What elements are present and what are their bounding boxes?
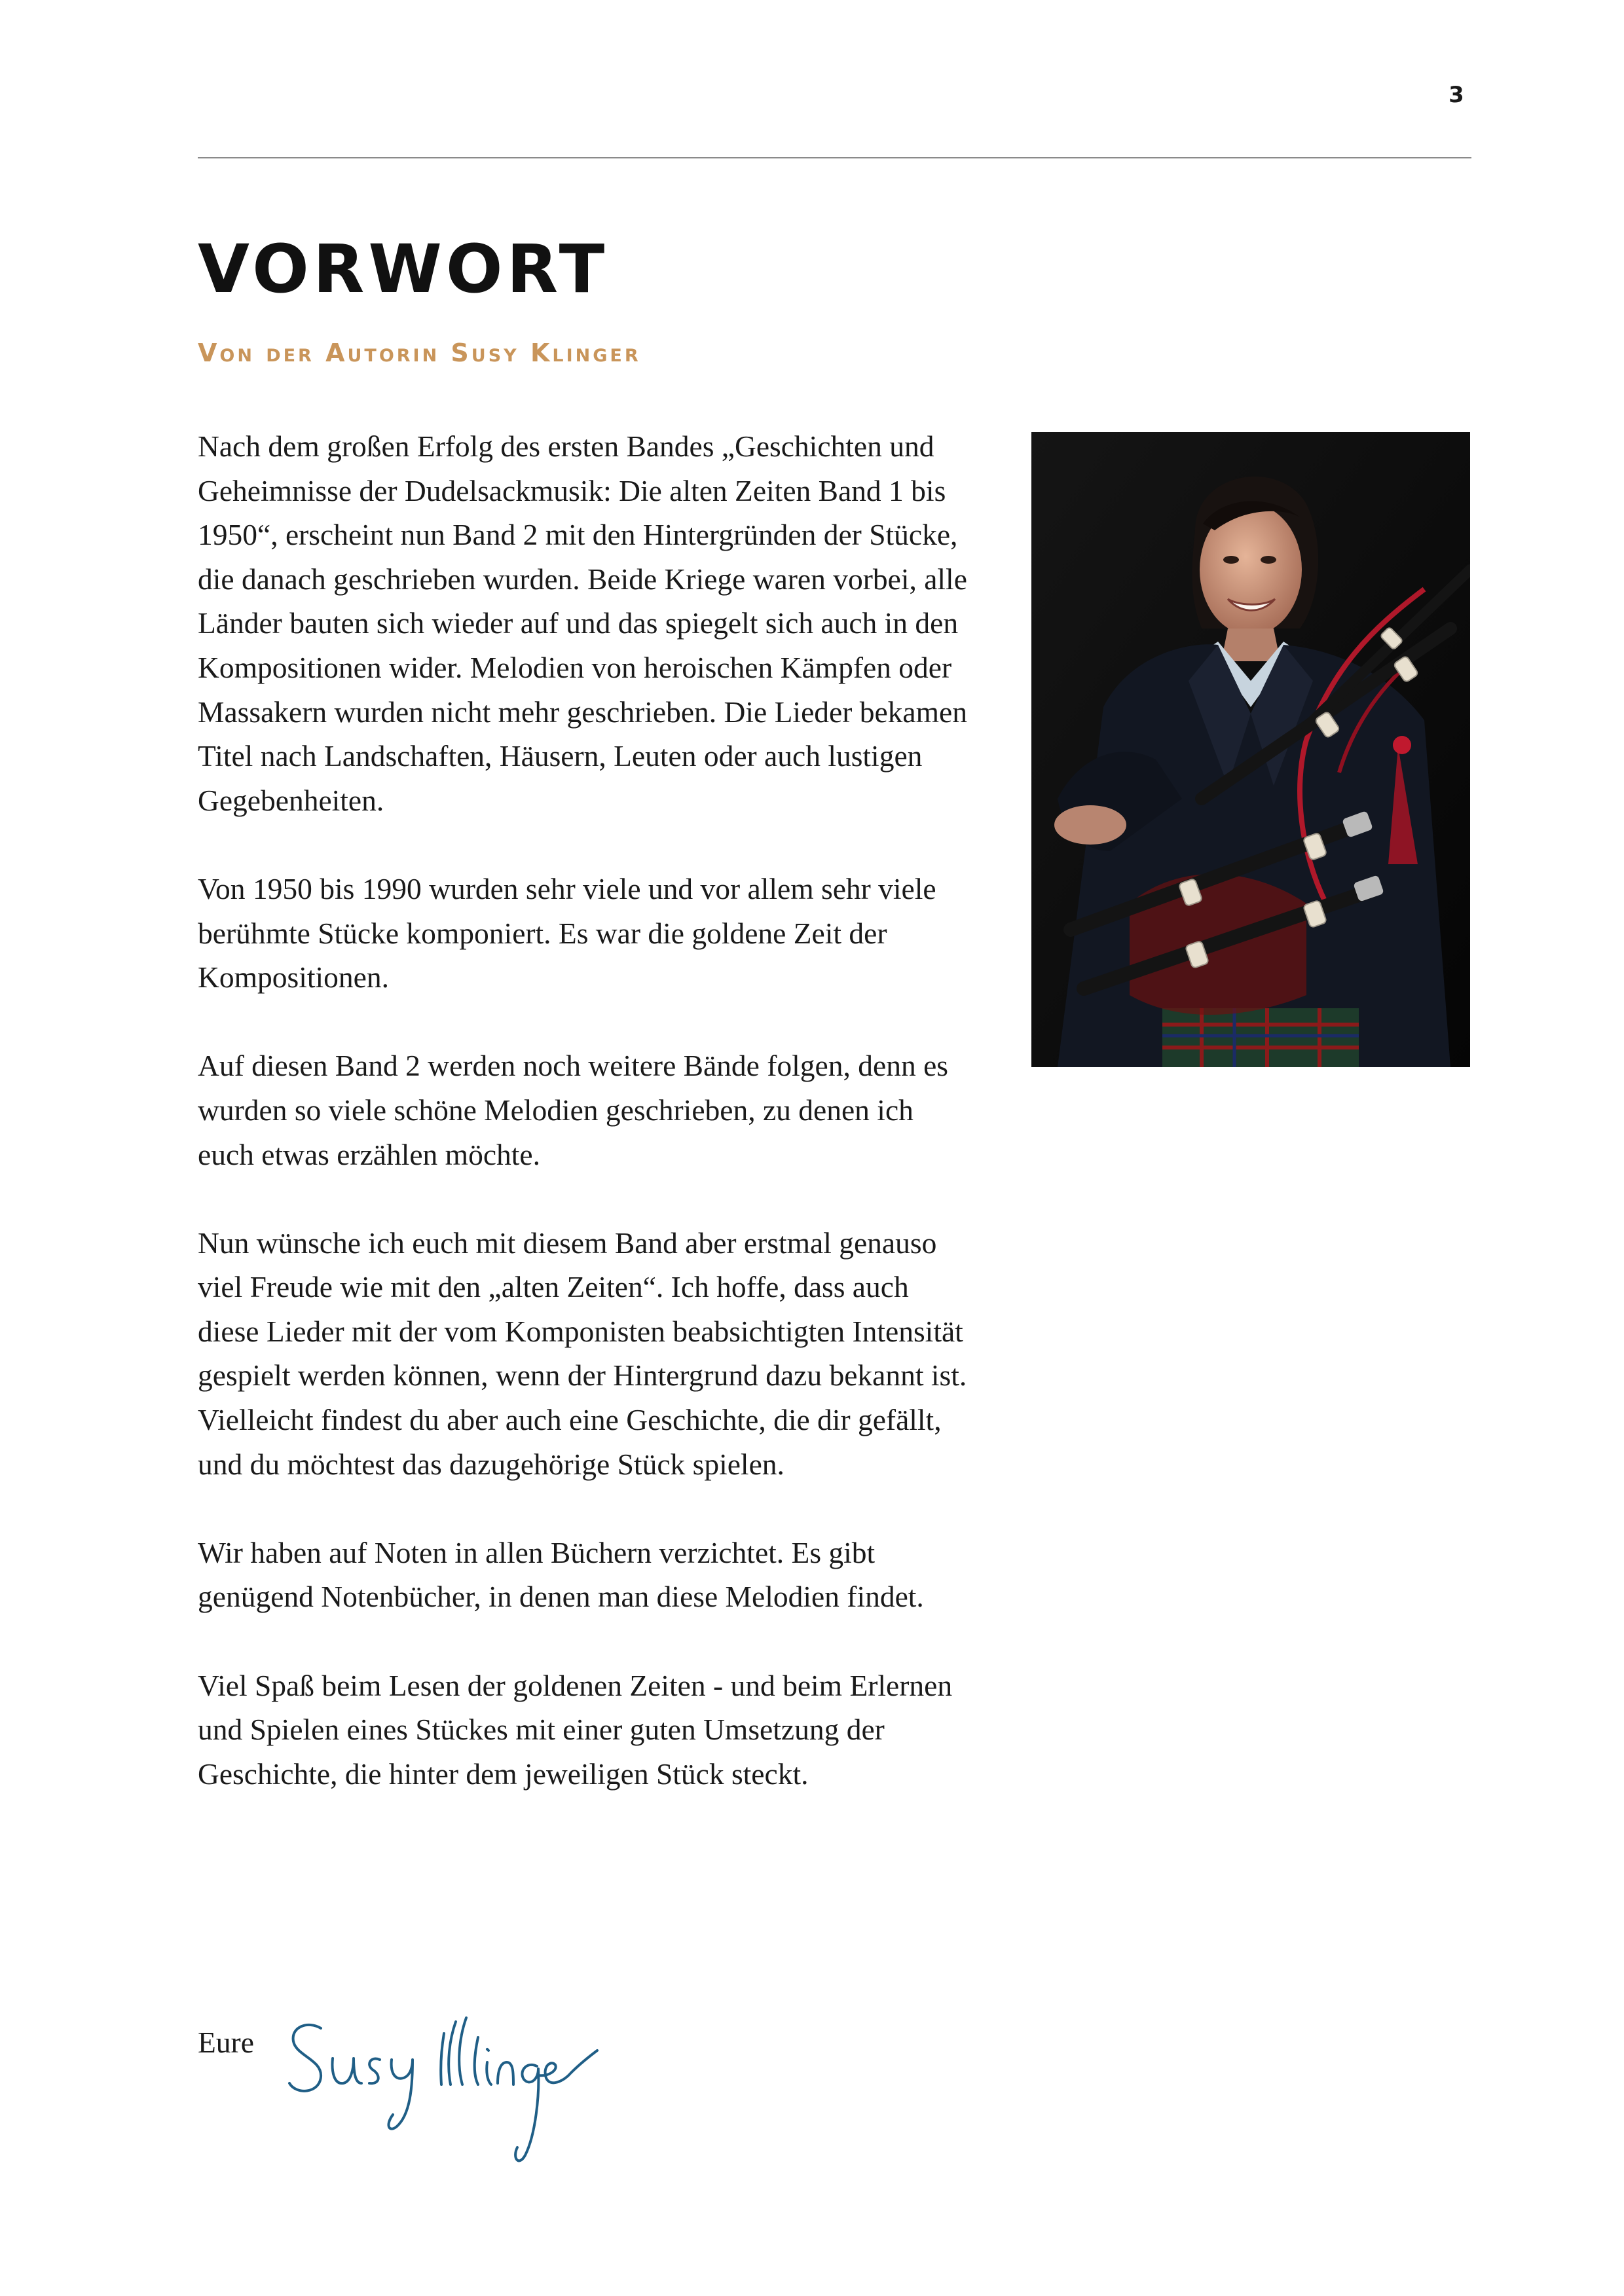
author-signature — [282, 2003, 609, 2180]
paragraph-4: Nun wünsche ich euch mit diesem Band aber erstmal genauso viel Freude wie mit den „alten Zeiten“. Ich hoffe, dass auch diese Lieder mit der vom Komponisten beabsichtigten Intensität gespielt werden können, wenn der Hintergrund dazu bekannt ist. Vielleicht findest du aber auch eine Geschichte, die dir gefällt, und du möchtest das dazugehörige Stück spielen. — [198, 1226, 967, 1481]
page-title: VORWORT — [198, 230, 609, 308]
closing-word: Eure — [198, 2026, 254, 2059]
paragraph-2: Von 1950 bis 1990 wurden sehr viele und vor allem sehr viele berühmte Stücke komponiert. Es war die goldene Zeit der Kompositionen. — [198, 871, 936, 994]
paragraph-3: Auf diesen Band 2 werden noch weitere Bände folgen, denn es wurden so viele schöne Melodien geschrieben, zu denen ich euch etwas erzählen möchte. — [198, 1049, 948, 1171]
page-number: 3 — [1449, 82, 1464, 108]
page-subtitle: Von der Autorin Susy Klinger — [198, 338, 641, 367]
author-photo — [1031, 432, 1470, 1067]
paragraph-1: Nach dem großen Erfolg des ersten Bandes „Geschichten und Geheimnisse der Dudelsackmusik: Die alten Zeiten Band 1 bis 1950“, erscheint nun Band 2 mit den Hintergründen der Stücke, die danach geschrieben wurden. Beide Kriege waren vorbei, alle Länder bauten sich wieder auf und das spiegelt sich auch in den Kompositionen wider. Melodien von heroischen Kämpfen oder Massakern wurden nicht mehr geschrieben. Die Lieder bekamen Titel nach Landschaften, Häusern, Leuten oder auch lustigen Gegebenheiten. — [198, 429, 967, 817]
header-divider — [198, 157, 1471, 158]
foreword-body — [198, 424, 970, 1840]
paragraph-5: Wir haben auf Noten in allen Büchern verzichtet. Es gibt genügend Notenbücher, in denen man diese Melodien findet. — [198, 1535, 924, 1614]
paragraph-6: Viel Spaß beim Lesen der goldenen Zeiten - und beim Erlernen und Spielen eines Stückes mit einer guten Umsetzung der Geschichte, die hinter dem jeweiligen Stück steckt. — [198, 1668, 953, 1791]
